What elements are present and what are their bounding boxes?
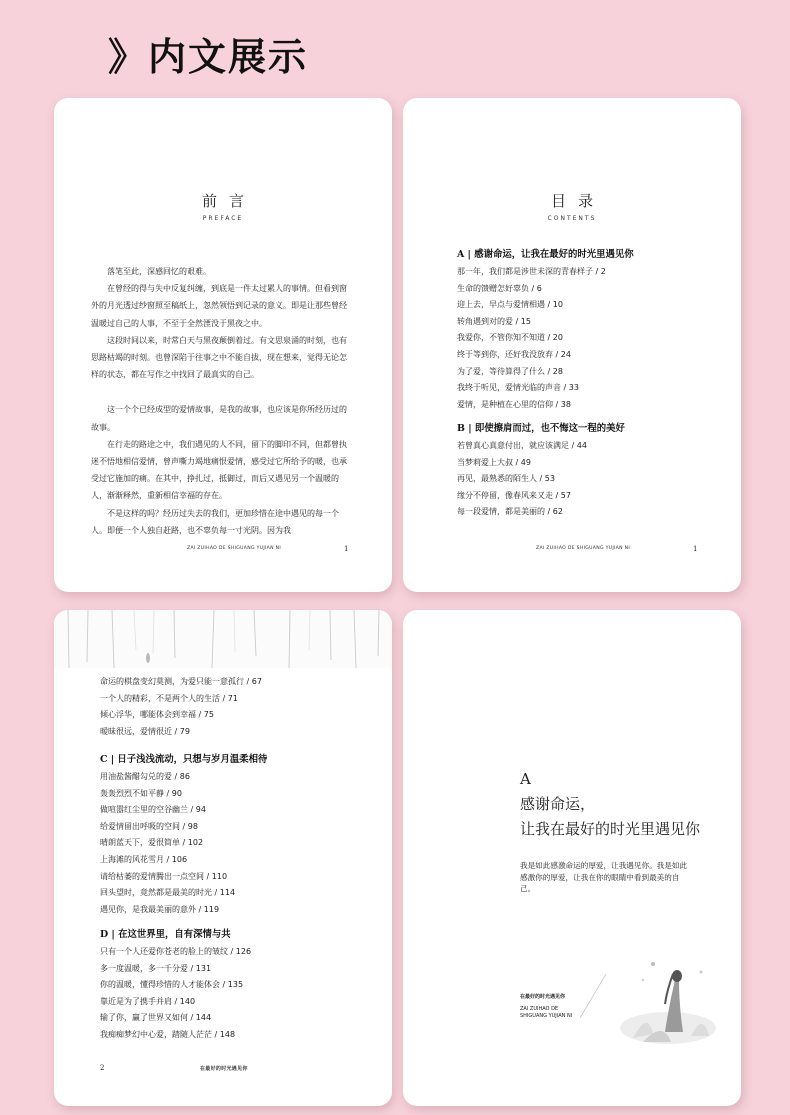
toc-section-title: C | 日子浅浅流动，只想与岁月温柔相待 — [100, 754, 268, 765]
preface-paragraph: 在行走的路途之中，我们遇见的人不同，留下的脚印不同，但都曾执迷不悟地相信爱情，曾声嘶力竭地痛恨爱情，感受过它所给予的暖，也承受过它施加的痛。在其中，挣扎过，抵御过，而后又遇见另一个温暖的人，渐渐释然，重新相信幸福的存在。 — [91, 439, 347, 501]
preface-paragraph: 这一个个已经成型的爱情故事，是我的故事，也应该是你所经历过的故事。 — [91, 405, 347, 432]
toc-item: 给爱情留出呼吸的空间 / 98 — [100, 821, 198, 831]
toc-section-b — [457, 420, 717, 521]
contents-page-2 — [54, 610, 392, 1106]
toc-item: 爱情，是种植在心里的信仰 / 38 — [457, 399, 571, 409]
toc-item: 回头望时，竟然都是最美的时光 / 114 — [100, 888, 236, 898]
toc-item: 再见，最熟悉的陌生人 / 53 — [457, 474, 555, 484]
toc-lead-items — [100, 674, 368, 740]
divider-line — [578, 970, 608, 1020]
preface-title: 前言 — [201, 192, 256, 210]
toc-item: 遇见你，是我最美丽的意外 / 119 — [100, 904, 220, 914]
page-footer: 在最好的时光遇见你 — [200, 1066, 248, 1072]
preface-paragraph: 落笔至此，深感回忆的艰难。 — [107, 267, 211, 276]
pinyin-line: ZAI ZUIHAO DE — [520, 1006, 559, 1012]
toc-item: 我痴痴梦幻中心爱，踏随人茫茫 / 148 — [100, 1029, 236, 1039]
toc-item: 转角遇到对的爱 / 15 — [457, 316, 531, 326]
contents-subtitle: CONTENTS — [547, 215, 597, 222]
toc-item: 一个人的精彩，不是两个人的生活 / 71 — [100, 693, 238, 703]
preface-paragraph: 不是这样的吗？经历过失去的我们，更加珍惜在途中遇见的每一个人。即便一个人独自赶路，也不辜负每一寸光阴。因为我 — [91, 508, 339, 535]
toc-item: 靠近是为了携手并肩 / 140 — [100, 996, 196, 1006]
page-footer: ZAI ZUIHAO DE SHIGUANG YUJIAN NI — [187, 546, 282, 551]
toc-section-d — [100, 926, 368, 1044]
section-title-line: 让我在最好的时光里遇见你 — [520, 820, 701, 838]
toc-item: 请给枯萎的爱情腾出一点空间 / 110 — [100, 871, 228, 881]
section-heading: 》内文展示 — [108, 34, 309, 79]
toc-item: 多一度温暖，多一千分爱 / 131 — [100, 963, 212, 973]
section-title-line: 感谢命运， — [520, 795, 596, 813]
toc-item: 你的温暖，懂得珍惜的人才能体会 / 135 — [100, 980, 244, 990]
toc-item: 缘分不停留，像春风来又走 / 57 — [457, 490, 571, 500]
toc-section-a — [457, 246, 717, 413]
section-footer-title: 在最好的时光遇见你 — [520, 994, 566, 1000]
toc-section-title: B | 即使擦肩而过，也不悔这一程的美好 — [457, 423, 625, 434]
toc-item: 做喧嚣红尘里的空谷幽兰 / 94 — [100, 805, 206, 815]
page-number: 2 — [100, 1064, 105, 1072]
section-a-page — [403, 610, 741, 1106]
page-footer: ZAI ZUIHAO DE SHIGUANG YUJIAN NI — [536, 546, 631, 551]
toc-item: 晴朗蓝天下，爱很简单 / 102 — [100, 838, 204, 848]
toc-item: 终于等到你，还好我没放弃 / 24 — [457, 349, 571, 359]
toc-item: 生命的馈赠怎好辜负 / 6 — [457, 283, 542, 293]
preface-body — [91, 263, 348, 539]
page-number: 1 — [344, 545, 349, 553]
toc-item: 用油盐酱醋勾兑的爱 / 86 — [100, 772, 190, 781]
girl-illustration — [613, 950, 723, 1050]
toc-item: 那一年，我们都是涉世未深的青春样子 / 2 — [457, 267, 606, 276]
toc-item: 只有一个人还爱你苍老的脸上的皱纹 / 126 — [100, 947, 252, 956]
tree-illustration — [54, 610, 392, 668]
page-number: 1 — [693, 545, 698, 553]
toc-item: 轰轰烈烈不如平静 / 90 — [100, 788, 182, 798]
toc-item: 倾心浮华，哪能体会到幸福 / 75 — [100, 710, 214, 720]
toc-item: 迎上去，早点与爱情相遇 / 10 — [457, 300, 563, 310]
preface-subtitle: PREFACE — [202, 215, 244, 222]
pinyin-line: SHIGUANG YUJIAN NI — [520, 1013, 573, 1019]
section-title — [520, 792, 700, 842]
section-description: 我是如此感激命运的厚爱，让我遇见你。我是如此感激你的厚爱，让我在你的眼睛中看到最美的自己。 — [520, 861, 688, 893]
preface-page — [54, 98, 392, 592]
toc-item: 我爱你，不管你知不知道 / 20 — [457, 333, 563, 343]
toc-item: 每一段爱情，都是美丽的 / 62 — [457, 507, 563, 517]
toc-item: 我终于听见，爱情光临的声音 / 33 — [457, 383, 579, 393]
toc-section-title: D | 在这世界里，自有深情与共 — [100, 929, 231, 940]
toc-item: 当梦莉爱上大叔 / 49 — [457, 457, 531, 467]
toc-item: 上海滩的风花雪月 / 106 — [100, 854, 188, 864]
section-footer-pinyin — [520, 1006, 572, 1020]
contents-page — [403, 98, 741, 592]
toc-item: 为了爱，等待算得了什么 / 28 — [457, 366, 563, 376]
preface-paragraph: 在曾经的得与失中反复纠缠，到底是一件太过累人的事情。但看到窗外的月光透过纱窗照至稿纸上，忽然领悟到记录的意义。即是让那些曾经温暖过自己的人事，不至于全然湮没于黑夜之中。 — [91, 284, 347, 328]
toc-item: 暧昧很远，爱情很近 / 79 — [100, 726, 190, 736]
toc-section-c — [100, 751, 368, 918]
toc-section-title: A | 感谢命运，让我在最好的时光里遇见你 — [457, 249, 634, 260]
contents-title: 目录 — [550, 192, 605, 210]
toc-item: 命运的棋盘变幻莫测，为爱只能一意孤行 / 67 — [100, 677, 262, 686]
preface-paragraph: 这段时间以来，时常白天与黑夜颠倒着过。有文思泉涌的时刻，也有思路枯竭的时刻。也曾深陷于往事之中不能自拔，现在想来，觉得无论怎样的状态，都在写作之中找回了最真实的自己。 — [91, 335, 347, 380]
toc-item: 输了你，赢了世界又如何 / 144 — [100, 1013, 212, 1023]
toc-item: 若曾真心真意付出，就应该满足 / 44 — [457, 441, 587, 450]
section-letter: A — [520, 770, 531, 788]
